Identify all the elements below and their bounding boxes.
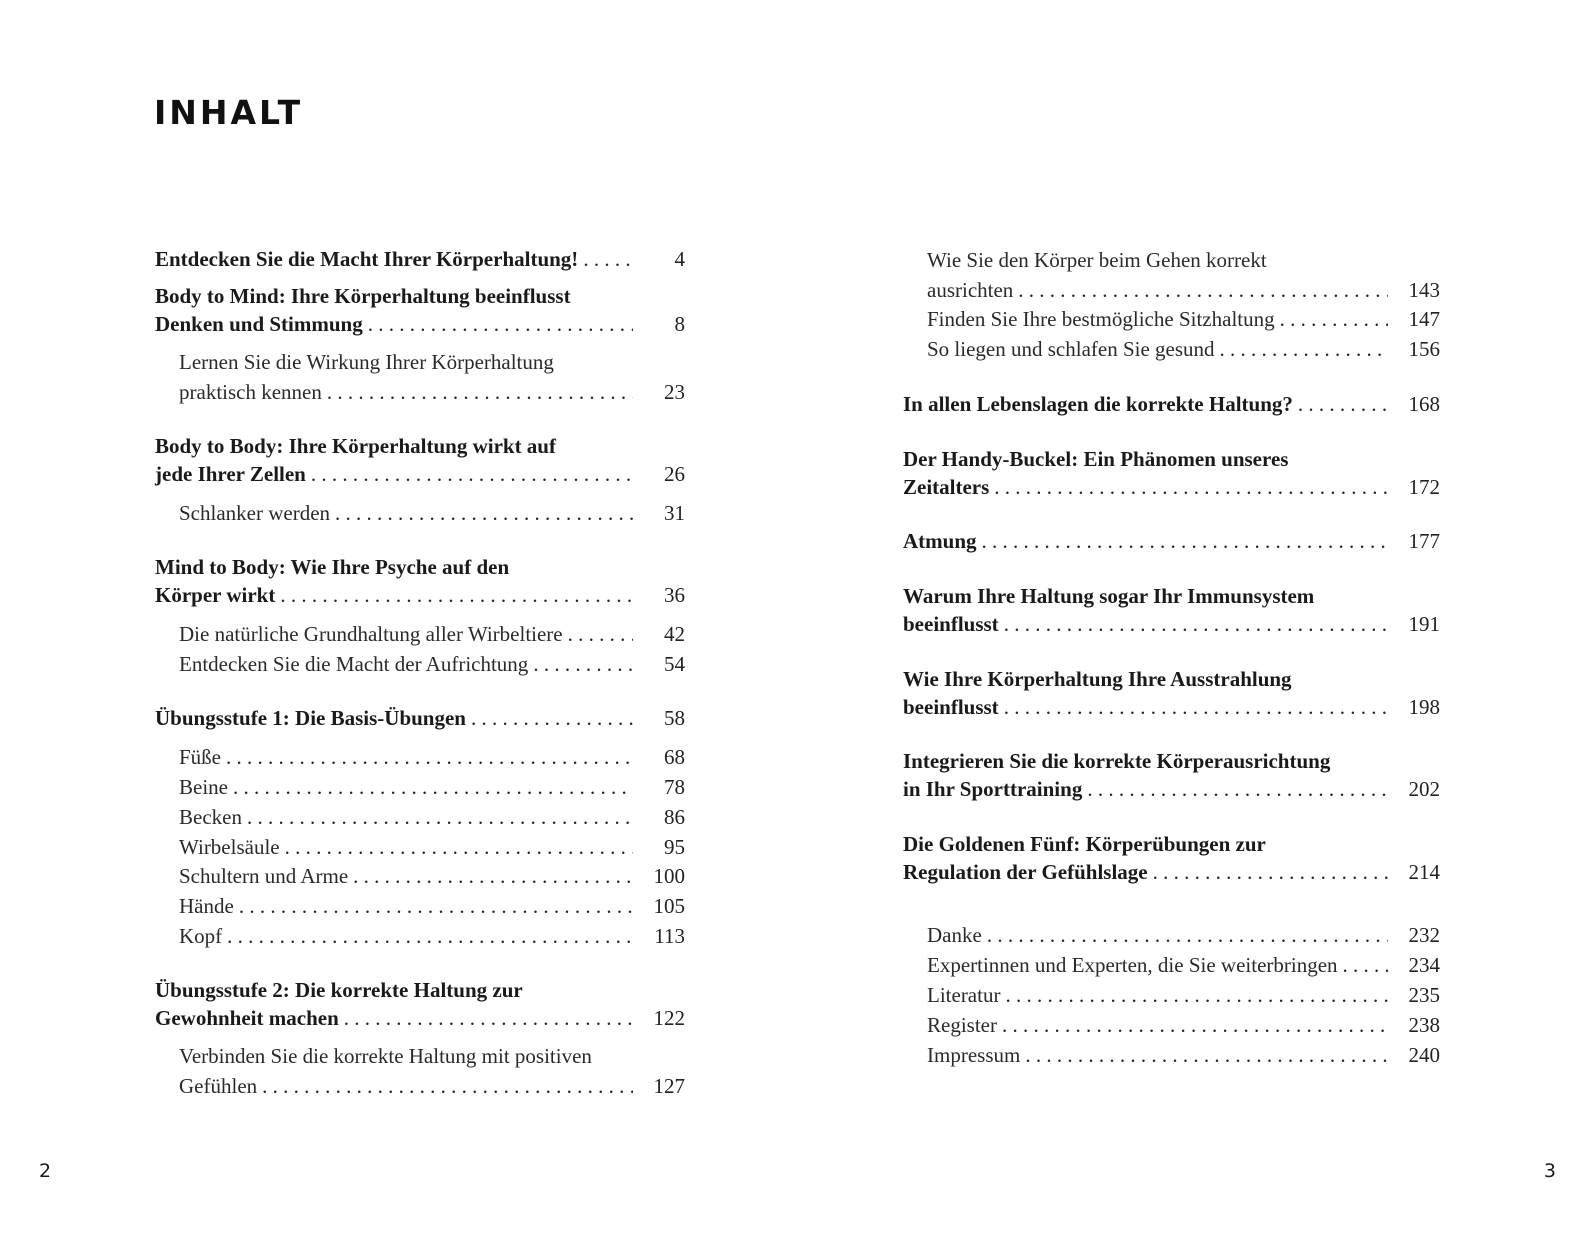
toc-entry-title: Becken [179, 805, 242, 829]
toc-entry[interactable] [179, 802, 685, 832]
dot-leader [262, 1071, 633, 1101]
toc-entry-title: Kopf [179, 924, 223, 948]
toc-entry[interactable] [903, 582, 1440, 638]
toc-page-number: 8 [674, 312, 685, 336]
toc-entry[interactable] [179, 742, 685, 772]
toc-page-number: 68 [664, 745, 685, 769]
toc-page-number: 58 [664, 706, 685, 730]
toc-entry[interactable] [903, 830, 1440, 886]
toc-page-number: 122 [653, 1006, 685, 1030]
dot-leader [247, 802, 633, 832]
toc-entry[interactable] [155, 976, 685, 1032]
dot-leader [311, 460, 633, 488]
toc-entry-title: Expertinnen und Experten, die Sie weiterbringen [927, 953, 1338, 977]
toc-entry[interactable] [927, 334, 1440, 364]
toc-entry[interactable] [927, 950, 1440, 980]
dot-leader [1343, 950, 1388, 980]
dot-leader [982, 527, 1388, 555]
toc-entry-title: Hände [179, 894, 234, 918]
toc-entry[interactable] [179, 921, 685, 951]
toc-entry[interactable] [155, 553, 685, 609]
toc-entry-title: Verbinden Sie die korrekte Haltung mit positiven [179, 1044, 592, 1068]
page-number-left: 2 [39, 1160, 52, 1182]
toc-entry-title: Wie Ihre Körperhaltung Ihre Ausstrahlung [903, 667, 1292, 691]
toc-entry-title: Entdecken Sie die Macht der Aufrichtung [179, 652, 529, 676]
toc-page-number: 198 [1408, 695, 1440, 719]
toc-page-number: 191 [1408, 612, 1440, 636]
toc-entry-title: In allen Lebenslagen die korrekte Haltung? [903, 392, 1293, 416]
toc-entry-title: Integrieren Sie die korrekte Körperausrichtung [903, 749, 1331, 773]
dot-leader [1220, 334, 1388, 364]
dot-leader [1004, 610, 1388, 638]
toc-entry[interactable] [179, 861, 685, 891]
toc-entry[interactable] [155, 432, 685, 488]
toc-page-number: 235 [1408, 983, 1440, 1007]
toc-entry-title: Denken und Stimmung [155, 312, 363, 336]
page-title: INHALT [154, 93, 304, 132]
dot-leader [335, 498, 633, 528]
toc-entry[interactable] [179, 1041, 685, 1101]
toc-entry[interactable] [179, 619, 685, 649]
toc-entry[interactable] [179, 498, 685, 528]
toc-entry-title: Wie Sie den Körper beim Gehen korrekt [927, 248, 1267, 272]
toc-entry[interactable] [155, 245, 685, 273]
toc-entry-title: Zeitalters [903, 475, 990, 499]
toc-entry[interactable] [903, 445, 1440, 501]
toc-entry[interactable] [903, 527, 1440, 555]
toc-entry-title: Register [927, 1013, 997, 1037]
toc-page-number: 78 [664, 775, 685, 799]
dot-leader [368, 310, 633, 338]
dot-leader [1025, 1040, 1388, 1070]
dot-leader [327, 377, 633, 407]
toc-entry[interactable] [179, 832, 685, 862]
toc-page-number: 232 [1408, 923, 1440, 947]
toc-entry-title: Übungsstufe 2: Die korrekte Haltung zur [155, 978, 523, 1002]
toc-entry-title: Schlanker werden [179, 501, 331, 525]
toc-entry[interactable] [927, 1010, 1440, 1040]
toc-entry[interactable] [903, 390, 1440, 418]
dot-leader [1005, 980, 1388, 1010]
toc-entry-title: Übungsstufe 1: Die Basis-Übungen [155, 706, 466, 730]
toc-page-number: 36 [664, 583, 685, 607]
dot-leader [285, 832, 633, 862]
dot-leader [583, 245, 633, 273]
page-number-right: 3 [1543, 1160, 1556, 1182]
dot-leader [227, 921, 633, 951]
dot-leader [226, 742, 633, 772]
toc-page-number: 177 [1408, 529, 1440, 553]
toc-entry-title: Warum Ihre Haltung sogar Ihr Immunsystem [903, 584, 1315, 608]
toc-entry-title: Die Goldenen Fünf: Körperübungen zur [903, 832, 1266, 856]
toc-page-number: 240 [1408, 1043, 1440, 1067]
toc-entry-title: Body to Mind: Ihre Körperhaltung beeinflusst [155, 284, 571, 308]
toc-entry-title: Mind to Body: Wie Ihre Psyche auf den [155, 555, 510, 579]
dot-leader [233, 772, 633, 802]
toc-page-number: 234 [1408, 953, 1440, 977]
toc-entry-title: Entdecken Sie die Macht Ihrer Körperhaltung! [155, 247, 579, 271]
toc-page-number: 127 [653, 1074, 685, 1098]
toc-entry-title: Body to Body: Ihre Körperhaltung wirkt auf [155, 434, 556, 458]
dot-leader [1018, 275, 1388, 305]
dot-leader [344, 1004, 633, 1032]
toc-page-number: 95 [664, 835, 685, 859]
toc-page-number: 143 [1408, 278, 1440, 302]
toc-page-number: 105 [653, 894, 685, 918]
toc-entry-title: Der Handy-Buckel: Ein Phänomen unseres [903, 447, 1289, 471]
toc-page-number: 4 [674, 247, 685, 271]
dot-leader [1298, 390, 1388, 418]
toc-page-number: 168 [1408, 392, 1440, 416]
toc-entry[interactable] [927, 245, 1440, 305]
dot-leader [239, 891, 633, 921]
toc-entry[interactable] [155, 704, 685, 732]
toc-entry-title: Atmung [903, 529, 977, 553]
toc-entry-title: So liegen und schlafen Sie gesund [927, 337, 1215, 361]
toc-entry[interactable] [179, 891, 685, 921]
toc-entry[interactable] [903, 665, 1440, 721]
toc-entry-title: Gefühlen [179, 1074, 258, 1098]
dot-leader [1280, 304, 1388, 334]
toc-page-number: 147 [1408, 307, 1440, 331]
toc-entry-title: jede Ihrer Zellen [155, 462, 306, 486]
toc-page-number: 202 [1408, 777, 1440, 801]
toc-entry[interactable] [179, 772, 685, 802]
dot-leader [533, 649, 633, 679]
toc-entry-title: in Ihr Sporttraining [903, 777, 1083, 801]
dot-leader [1153, 858, 1388, 886]
dot-leader [1087, 775, 1388, 803]
toc-entry[interactable] [927, 304, 1440, 334]
dot-leader [471, 704, 633, 732]
toc-entry-title: beeinflusst [903, 612, 999, 636]
toc-entry-title: praktisch kennen [179, 380, 322, 404]
toc-page-number: 26 [664, 462, 685, 486]
dot-leader [994, 473, 1388, 501]
toc-page-number: 100 [653, 864, 685, 888]
toc-entry-title: Wirbelsäule [179, 835, 280, 859]
toc-entry-title: Beine [179, 775, 228, 799]
toc-entry-title: beeinflusst [903, 695, 999, 719]
toc-entry[interactable] [903, 747, 1440, 803]
toc-entry[interactable] [179, 347, 685, 407]
toc-entry-title: Lernen Sie die Wirkung Ihrer Körperhaltung [179, 350, 554, 374]
toc-page-number: 42 [664, 622, 685, 646]
toc-entry-title: Füße [179, 745, 221, 769]
dot-leader [987, 920, 1388, 950]
toc-entry-title: Schultern und Arme [179, 864, 349, 888]
dot-leader [280, 581, 633, 609]
toc-entry-title: Danke [927, 923, 982, 947]
toc-page-number: 156 [1408, 337, 1440, 361]
toc-page-number: 86 [664, 805, 685, 829]
toc-entry[interactable] [927, 980, 1440, 1010]
toc-page-number: 31 [664, 501, 685, 525]
toc-entry-title: Impressum [927, 1043, 1021, 1067]
toc-page-number: 172 [1408, 475, 1440, 499]
toc-entry-title: Literatur [927, 983, 1001, 1007]
toc-entry-title: Gewohnheit machen [155, 1006, 339, 1030]
toc-entry-title: ausrichten [927, 278, 1014, 302]
dot-leader [568, 619, 633, 649]
toc-entry[interactable] [155, 282, 685, 338]
toc-entry-title: Die natürliche Grundhaltung aller Wirbeltiere [179, 622, 563, 646]
toc-page-number: 23 [664, 380, 685, 404]
toc-entry[interactable] [927, 920, 1440, 950]
toc-page-number: 54 [664, 652, 685, 676]
toc-entry[interactable] [927, 1040, 1440, 1070]
toc-entry-title: Regulation der Gefühlslage [903, 860, 1148, 884]
toc-page-number: 238 [1408, 1013, 1440, 1037]
toc-page-number: 214 [1408, 860, 1440, 884]
toc-entry-title: Körper wirkt [155, 583, 276, 607]
toc-entry[interactable] [179, 649, 685, 679]
toc-page-number: 113 [654, 924, 685, 948]
dot-leader [1002, 1010, 1388, 1040]
dot-leader [1004, 693, 1388, 721]
toc-entry-title: Finden Sie Ihre bestmögliche Sitzhaltung [927, 307, 1275, 331]
dot-leader [353, 861, 633, 891]
